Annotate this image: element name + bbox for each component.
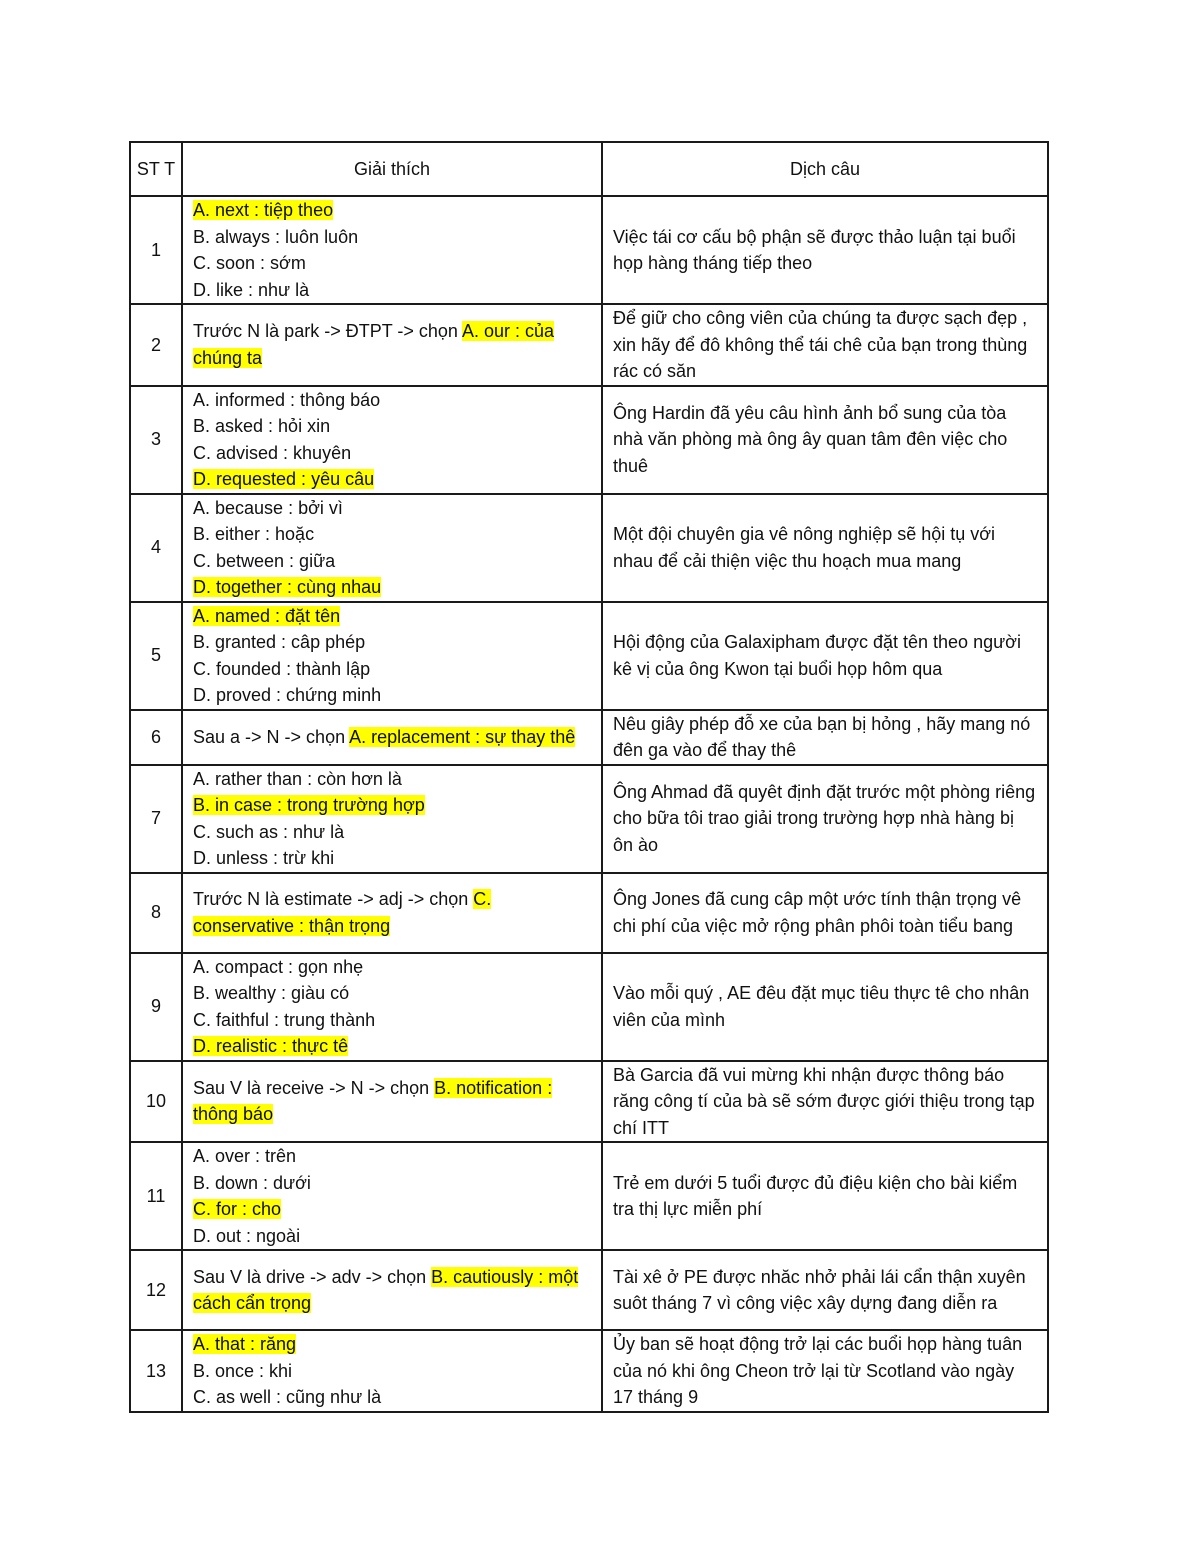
answer-option — [193, 574, 591, 601]
answer-option — [193, 980, 591, 1007]
answer-option — [193, 548, 591, 575]
correct-answer-highlight: D. together : cùng nhau — [193, 577, 382, 597]
explanation-cell — [182, 1142, 602, 1250]
translation-cell: Để giữ cho công viên của chúng ta được sạch đẹp , xin hãy để đô không thể tái chê của bạn trong thùng rác có săn — [602, 304, 1048, 386]
table-row — [130, 765, 1048, 873]
correct-answer-highlight: A. next : tiệp theo — [193, 200, 334, 220]
row-number: 13 — [130, 1330, 182, 1412]
answer-option — [193, 224, 591, 251]
table-row — [130, 494, 1048, 602]
table-row — [130, 1142, 1048, 1250]
answer-option — [193, 277, 591, 304]
table-row — [130, 196, 1048, 304]
answer-option-text: C. between : giữa — [193, 550, 336, 571]
correct-answer-highlight: C. for : cho — [193, 1199, 282, 1219]
table-row — [130, 873, 1048, 953]
grammar-rule-text: Trước N là estimate -> adj -> chọn — [193, 889, 474, 909]
answer-option — [193, 1358, 591, 1385]
row-number: 12 — [130, 1250, 182, 1330]
translation-cell: Tài xê ở PE được nhăc nhở phải lái cẩn thận xuyên suôt tháng 7 vì công việc xây dựng đang diễn ra — [602, 1250, 1048, 1330]
translation-cell: Ông Ahmad đã quyêt định đặt trước một phòng riêng cho bữa tôi trao giải trong trường hợp nhà hàng bị ôn ào — [602, 765, 1048, 873]
grammar-rule-text: Sau a -> N -> chọn — [193, 726, 350, 747]
answer-option — [193, 1223, 591, 1250]
answer-option — [193, 766, 591, 793]
row-number: 2 — [130, 304, 182, 386]
answer-option — [193, 603, 591, 630]
answer-option-text: A. rather than : còn hơn là — [193, 768, 402, 789]
answer-option — [193, 1033, 591, 1060]
answer-option — [193, 1384, 591, 1411]
answer-option — [193, 1331, 591, 1358]
answer-option-text: B. always : luôn luôn — [193, 226, 359, 247]
table-row — [130, 602, 1048, 710]
answer-option-text: B. either : hoặc — [193, 524, 315, 544]
header-stt: ST T — [130, 142, 182, 196]
table-row — [130, 1330, 1048, 1412]
row-number: 9 — [130, 953, 182, 1061]
correct-answer-highlight: A. replacement : sự thay thê — [349, 726, 576, 747]
translation-cell: Hội động của Galaxipham được đặt tên theo người kê vị của ông Kwon tại buổi họp hôm qua — [602, 602, 1048, 710]
row-number: 7 — [130, 765, 182, 873]
translation-cell: Một đội chuyên gia vê nông nghiệp sẽ hội tụ với nhau để cải thiện việc thu hoạch mua mang — [602, 494, 1048, 602]
explanation-cell — [182, 196, 602, 304]
correct-answer-highlight: B. in case : trong trường hợp — [193, 795, 425, 815]
answer-option-text: D. like : như là — [193, 279, 310, 300]
translation-cell: Việc tái cơ cấu bộ phận sẽ được thảo luận tại buổi họp hàng tháng tiếp theo — [602, 196, 1048, 304]
answer-option — [193, 413, 591, 440]
answer-option — [193, 466, 591, 493]
translation-cell: Ông Jones đã cung câp một ước tính thận trọng vê chi phí của việc mở rộng phân phôi toàn tiểu bang — [602, 873, 1048, 953]
answer-option-text: C. founded : thành lập — [193, 658, 371, 679]
answer-option-text: C. soon : sớm — [193, 253, 306, 273]
correct-answer-highlight: D. requested : yêu câu — [193, 469, 375, 489]
table-row — [130, 710, 1048, 765]
correct-answer-highlight: A. our : của chúng ta — [193, 321, 554, 368]
answer-option — [193, 1007, 591, 1034]
answer-option — [193, 656, 591, 683]
answer-option — [193, 792, 591, 819]
answer-option-text: A. because : bởi vì — [193, 497, 343, 518]
table-row — [130, 953, 1048, 1061]
grammar-rule-text: Sau V là drive -> adv -> chọn — [193, 1266, 432, 1287]
answer-option — [193, 495, 591, 522]
answer-option-text: B. granted : câp phép — [193, 632, 366, 652]
header-translation: Dịch câu — [602, 142, 1048, 196]
table-row — [130, 1061, 1048, 1143]
table-row — [130, 386, 1048, 494]
explanation-cell — [182, 873, 602, 953]
answer-option — [193, 954, 591, 981]
correct-answer-highlight: B. notification : thông báo — [193, 1077, 553, 1125]
grammar-rule-text: Trước N là park -> ĐTPT -> chọn — [193, 321, 462, 342]
answer-option — [193, 1170, 591, 1197]
explanation-cell — [182, 1250, 602, 1330]
row-number: 4 — [130, 494, 182, 602]
explanation-cell — [182, 953, 602, 1061]
explanation-cell — [182, 304, 602, 386]
correct-answer-highlight: A. that : răng — [193, 1334, 297, 1354]
correct-answer-highlight: C. conservative : thận trọng — [193, 889, 492, 936]
answer-option — [193, 682, 591, 709]
translation-cell: Ủy ban sẽ hoạt động trở lại các buổi họp hàng tuân của nó khi ông Cheon trở lại từ Scotland vào ngày 17 tháng 9 — [602, 1330, 1048, 1412]
answer-option — [193, 440, 591, 467]
answer-option — [193, 1196, 591, 1223]
explanation-cell — [182, 765, 602, 873]
correct-answer-highlight: D. realistic : thực tê — [193, 1036, 349, 1056]
correct-answer-highlight: B. cautiously : một cách cẩn trọng — [193, 1266, 579, 1313]
translation-cell: Ông Hardin đã yêu câu hình ảnh bổ sung của tòa nhà văn phòng mà ông ây quan tâm đên việc cho thuê — [602, 386, 1048, 494]
answer-option-text: C. such as : như là — [193, 821, 345, 842]
answer-option — [193, 197, 591, 224]
explanation-cell — [182, 1330, 602, 1412]
answer-option — [193, 845, 591, 872]
answer-option-text: B. once : khi — [193, 1360, 293, 1381]
explanation-cell — [182, 1061, 602, 1143]
explanation-cell — [182, 386, 602, 494]
answer-option-text: C. faithful : trung thành — [193, 1009, 376, 1030]
translation-cell: Nêu giây phép đỗ xe của bạn bị hỏng , hãy mang nó đên ga vào để thay thê — [602, 710, 1048, 765]
answer-option — [193, 1143, 591, 1170]
explanation-cell — [182, 710, 602, 765]
table-header-row — [130, 142, 1048, 196]
answer-option-text: C. advised : khuyên — [193, 442, 352, 463]
correct-answer-highlight: A. named : đặt tên — [193, 605, 341, 626]
answer-option-text: A. informed : thông báo — [193, 389, 381, 410]
answer-option — [193, 629, 591, 656]
translation-cell: Bà Garcia đã vui mừng khi nhận được thông báo răng công tí của bà sẽ sớm được giới thiệu trong tạp chí ITT — [602, 1061, 1048, 1143]
row-number: 6 — [130, 710, 182, 765]
header-explanation: Giải thích — [182, 142, 602, 196]
answer-option — [193, 819, 591, 846]
table-row — [130, 1250, 1048, 1330]
row-number: 8 — [130, 873, 182, 953]
answer-option — [193, 250, 591, 277]
answer-option-text: D. proved : chứng minh — [193, 685, 382, 705]
explanation-cell — [182, 602, 602, 710]
translation-cell: Vào mỗi quý , AE đêu đặt mục tiêu thực tê cho nhân viên của mình — [602, 953, 1048, 1061]
answer-option-text: B. down : dưới — [193, 1172, 311, 1193]
answer-explanation-table — [129, 141, 1049, 1413]
table-row — [130, 304, 1048, 386]
answer-option — [193, 521, 591, 548]
grammar-rule-text: Sau V là receive -> N -> chọn — [193, 1077, 435, 1098]
answer-option-text: D. unless : trừ khi — [193, 848, 335, 868]
row-number: 1 — [130, 196, 182, 304]
answer-option-text: B. asked : hỏi xin — [193, 416, 331, 436]
explanation-cell — [182, 494, 602, 602]
answer-option-text: B. wealthy : giàu có — [193, 983, 350, 1003]
answer-option-text: A. compact : gọn nhẹ — [193, 956, 364, 977]
row-number: 5 — [130, 602, 182, 710]
answer-option-text: A. over : trên — [193, 1146, 297, 1166]
answer-option — [193, 387, 591, 414]
row-number: 11 — [130, 1142, 182, 1250]
row-number: 10 — [130, 1061, 182, 1143]
table-body — [130, 196, 1048, 1412]
answer-option-text: C. as well : cũng như là — [193, 1387, 382, 1407]
translation-cell: Trẻ em dưới 5 tuổi được đủ điệu kiện cho bài kiểm tra thị lực miễn phí — [602, 1142, 1048, 1250]
answer-option-text: D. out : ngoài — [193, 1225, 301, 1246]
row-number: 3 — [130, 386, 182, 494]
